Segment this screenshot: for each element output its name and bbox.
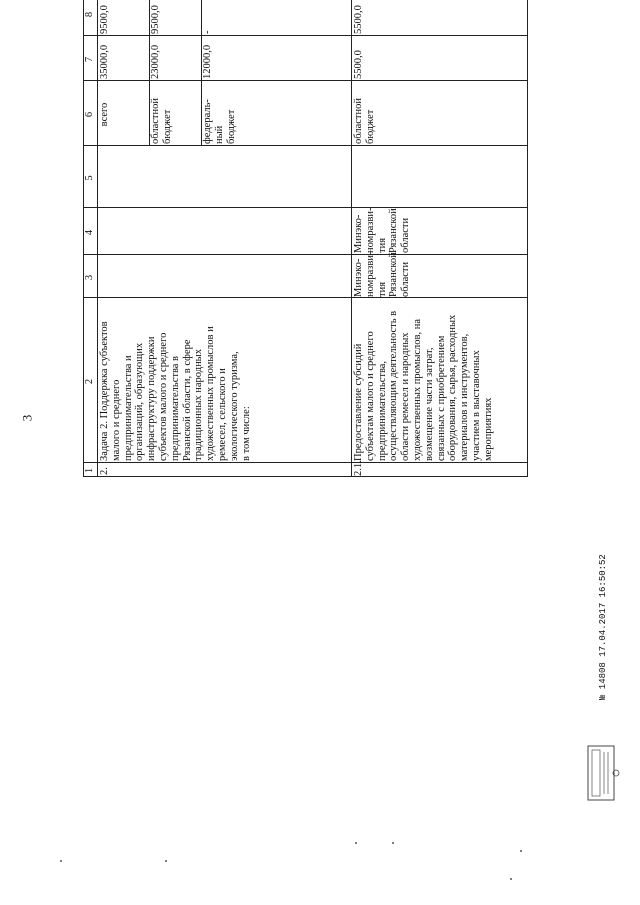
value-cell: 35000,0 [99,44,110,79]
value-cell: 23000,0 [150,44,161,79]
task-title: Задача 2. Поддержка субъектов малого и среднего предпринимательства и организаций, образующих инфраструктуру поддержки субъектов малого и среднего предпринимательства в Рязанской области, в сфере традиционных народных художественных промыслов и ремесел, сельского и экологического туризма, в том числе: [99,321,252,461]
value-cell: 12000,0 [202,44,213,79]
value-cell: 5500,0 [353,5,364,34]
header-cell: 7 [84,56,95,63]
stamp-logo-icon [582,740,622,806]
header-cell: 6 [84,111,95,118]
value-cell: 5500,0 [353,50,364,79]
document-stamp-text: № 14808 17.04.2017 16:50:52 [598,554,608,700]
value-cell: 9500,0 [150,5,161,34]
funding-source-regional: областной бюджет [150,98,173,144]
executor: Минэко- номразви- тия Рязанской области [353,251,412,297]
header-cell: 4 [84,229,95,236]
header-cell: 1 [84,467,95,474]
row-number: 2.1. [353,460,364,476]
recipient: Минэко- номразви- тия Рязанской области [353,207,412,253]
funding-source: областной бюджет [353,98,376,144]
header-cell: 3 [84,274,95,281]
page-number: 3 [19,414,35,422]
value-cell: - [202,30,213,34]
value-cell: 9500,0 [99,5,110,34]
header-cell: 2 [84,378,95,385]
header-cell: 5 [84,175,95,181]
measure-title: Предоставление субсидий субъектам малого и среднего предпринимательства, осуществляющим деятельность в области ремесел и народных художественных промыслов, на возмещение части затрат, связанных с приобретением оборудования, сырья, расходных материалов и инструментов, участием в выставочных мероприятиях [353,310,494,461]
header-cell: 8 [84,11,95,18]
funding-source-federal: федераль- ный бюджет [202,99,237,144]
funding-source-total: всего [99,102,110,127]
program-table [83,5,528,802]
row-number: 2. [99,467,110,475]
